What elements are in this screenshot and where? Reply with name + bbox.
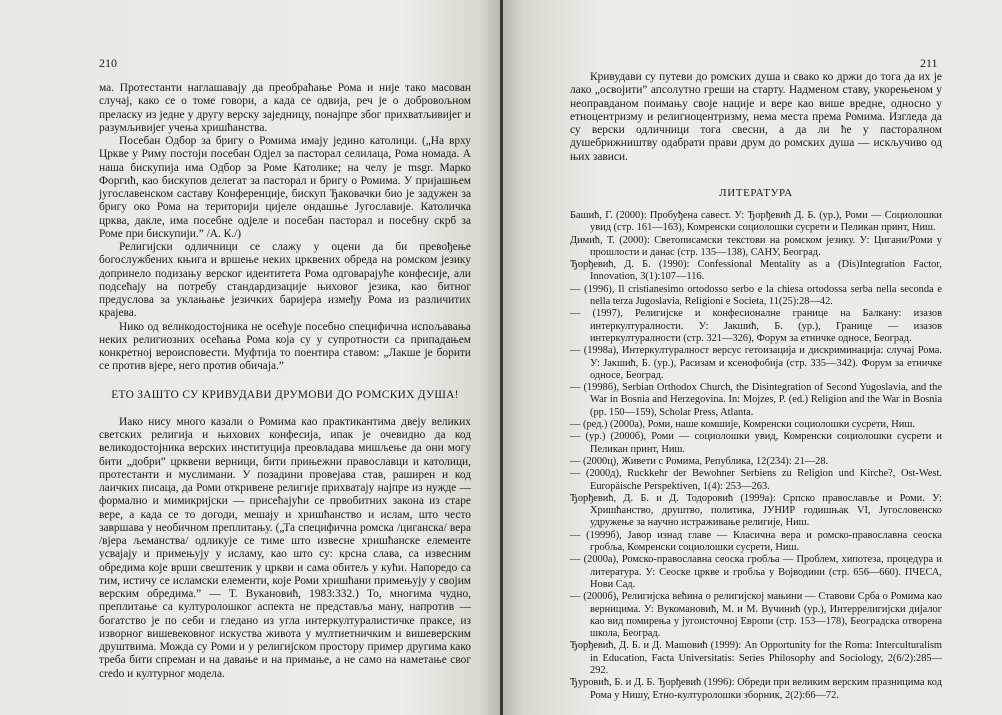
paragraph: Нико од великодостојника не осећује посебно специфична испољавања неких религиозних осећања Рома која су у супротности са припадањем конкретној вероисповести. Муфтија то поентира ставом: „Лакше је борити се против вјере, него против обичаја.”: [99, 320, 471, 373]
reference-list: [570, 210, 942, 702]
reference-item: — (1998б), Serbian Orthodox Church, the Disintegration of Second Yugoslavia, and the War in Bosnia and Herzegovina. In: Mojzes, P. (ed.) Religion and the War in Bosnia (pp. 150—159), Scholar Press, Atlanta.: [570, 382, 942, 418]
paragraph: Иако нису много казали о Ромима као практикантима двеју великих светских религија и њихових конфесија, ипак је очевидно да код великодостојника верских институција преовладава мишљење да они могу бити „добри” црквени верници, бити прињежни православци и католици, протестанти и муслимани. У позадини провејава став, раширен и код лаичких писаца, да Роми откривене религије прихватају најпре из нужде — формално и мимикријски — присећајући се првобитних закона из старе вере, а када се то догоди, мешају и хришћанство и ислам, што често завршава у необичном преплитању. („Та специфична ромска /циганска/ вера /вјера љеманства/ одликује се тиме што извесне хришћанске елементе усвајају и примењују у исламу, као што су: крсна слава, са извесним обредима које врши свештеник у цркви и сама обитељ у кући. Напоредо са тим, истичу се исламски елементи, које Роми хришћани примењују у својим верским обредима.” — Т. Вукановић, 1983:332.) То, многима чудно, преплитање са културолошког аспекта не представља ману, напротив — богатство је по себи и гледано из угла интеркултуралистичке праксе, из изворног вишевековног искуства живота у мултиетничким и вишеверским друштвима. Можда су Роми и у религијском простору пример другима како треба бити спреман и на давање и на примање, а не само на наметање свог credo и културног модела.: [99, 415, 471, 680]
page-number-left: 210: [99, 56, 117, 70]
reference-item: Димић, Т. (2000): Светописамски текстови на ромском језику. У: Цигани/Роми у прошлости и данас (стр. 135—138), САНУ, Београд.: [570, 234, 942, 258]
section-heading: ЕТО ЗАШТО СУ КРИВУДАВИ ДРУМОВИ ДО РОМСКИХ ДУША!: [111, 388, 459, 401]
left-page-body: [99, 82, 471, 681]
reference-item: Башић, Г. (2000): Пробуђена савест. У: Ђорђевић Д. Б. (ур.), Роми — Социолошки увид (стр. 161—163), Комренски социолошки сусрети и Пеликан принт, Ниш.: [570, 210, 942, 234]
right-page: [503, 0, 1002, 715]
reference-item: Ђуровић, Б. и Д. Б. Ђорђевић (1996): Обреди при великим верским празницима код Рома у Нишу, Етно-културолошки зборник, 2(2):66—72.: [570, 677, 942, 701]
reference-item: Ђорђевић, Д. Б. и Д. Тодоровић (1999а): Српско православље и Роми. У: Хришћанство, друштво, политика, ЈУНИР годишњак VI, Југословенско удружење за научно истраживање религије, Ниш.: [570, 492, 942, 529]
reference-item: — (1998а), Интеркултуралност версус гетоизација и дискриминација: случај Рома. У: Јакшић, Б. (ур.), Расизам и ксенофобија (стр. 335—342). Форум за етничке односе, Београд.: [570, 345, 942, 381]
reference-item: — (2000б), Религијска већина о религијској мањини — Ставови Срба о Ромима као верницима. У: Вукомановић, М. и М. Вучинић (ур.), Интеррелигијски дијалог као вид помирења у југоисточној Европи (стр. 153—178), Београдска отворена школа, Београд.: [570, 591, 942, 640]
paragraph: ма. Протестанти наглашавају да преобраћање Рома и није тако масован случај, како се о томе говори, а када се одвија, реч је о добровољном преласку из једне у другу верску заједницу, понајпре због прихватљивијег и разумљивијег учења хришћанства.: [99, 82, 471, 134]
reference-item: — (1997), Религијске и конфесионалне границе на Балкану: изазов интеркултуралности. У: Јакшић, Б. (ур.), Границе — изазов интеркултуралности (стр. 321—326), Форум за етничке односе, Београд.: [570, 308, 942, 344]
reference-item: — (1999б), Јавор изнад главе — Класична вера и ромско-православна сеоска гробља, Комренски социолошки сусрети, Ниш.: [570, 529, 942, 554]
reference-item: — (2000а), Ромско-православна сеоска гробља — Проблем, хипотеза, процедура и литература. У: Сеоске цркве и гробља у Војводини (стр. 656—660). ПЧЕСА, Нови Сад.: [570, 554, 942, 590]
literature-heading: ЛИТЕРАТУРА: [719, 186, 793, 199]
reference-item: — (ред.) (2000а), Роми, наше комшије, Комренски социолошки сусрети, Ниш.: [570, 419, 915, 431]
reference-item: — (2000д), Ruckkehr der Bewohner Serbiens zu Religion und Kirche?, Ost-West. Europäische Perspektiven, 1(4): 253—263.: [570, 468, 942, 492]
reference-item: — (1996), Il cristianesimo ortodosso serbo e la chiesa ortodossa serba nella seconda e nella terza Jugoslavia, Religioni e Societa, 11(25):28—42.: [570, 283, 942, 308]
reference-item: Ђорђевић, Д. Б. и Д. Машовић (1999): An Opportunity for the Roma: Interculturalism in Education, Facta Universitatis: Series Philosophy and Sociology, 2(6/2):285—292.: [570, 640, 942, 676]
paragraph: Религијски одличници се слажу у оцени да би превођење богослужбених књига и вршење неких црквених обреда на ромском језику допринело подизању верског идентитета Рома одговарајуће конфесије, али подсећају на потребу стандардизације њиховог језика, као битног предуслова за уклањање језичких баријера између Рома из различитих крајева.: [99, 241, 471, 320]
right-page-body: [570, 71, 942, 702]
reference-item: — (2000ц), Живети с Ромима, Република, 12(234): 21—28.: [570, 455, 829, 467]
reference-item: — (ур.) (2000б), Роми — социолошки увид, Комренски социолошки сусрети и Пеликан принт, Ниш.: [570, 431, 942, 455]
left-page: [0, 0, 500, 715]
paragraph: Кривудави су путеви до ромских душа и свако ко држи до тога да их је лако „освојити” апсолутно греши на старту. Надменом ставу, укорењеном у неоправданом поимању своје нације и вере као више вредне, односно у етноцентризму и религиоцентризму, нема места према Ромима. Изгледа да су верски одличници тога свесни, а да ли ће у пасторалном душебрижништву одабрати прави друм до ромских душа — искључиво од њих зависи.: [570, 71, 942, 163]
reference-item: Ђорђевић, Д. Б. (1990): Confessional Mentality as a (Dis)Integration Factor, Innovation, 3(1):107—116.: [570, 259, 942, 283]
page-number-right: 211: [920, 56, 938, 70]
paragraph: Посебан Одбор за бригу о Ромима имају једино католици. („На врху Цркве у Риму постоји посебан Одјел за пасторал селилаца, Рома номада. А наша бискупија има Одбор за Роме Католике; на челу је msgr. Марко Форгић, као бискупов делегат за пасторал и бригу о Ромима. У пријашњем југославенском саставу Конференције, бискуп Ђаковачки био је задужен за бригу око Рома на територији цијеле ондашње Југославије. Католичка црква, дакле, има посебне одјеле и посебан пасторал и посебну скрб за Роме при бискупији.” /А. К./): [99, 135, 471, 240]
